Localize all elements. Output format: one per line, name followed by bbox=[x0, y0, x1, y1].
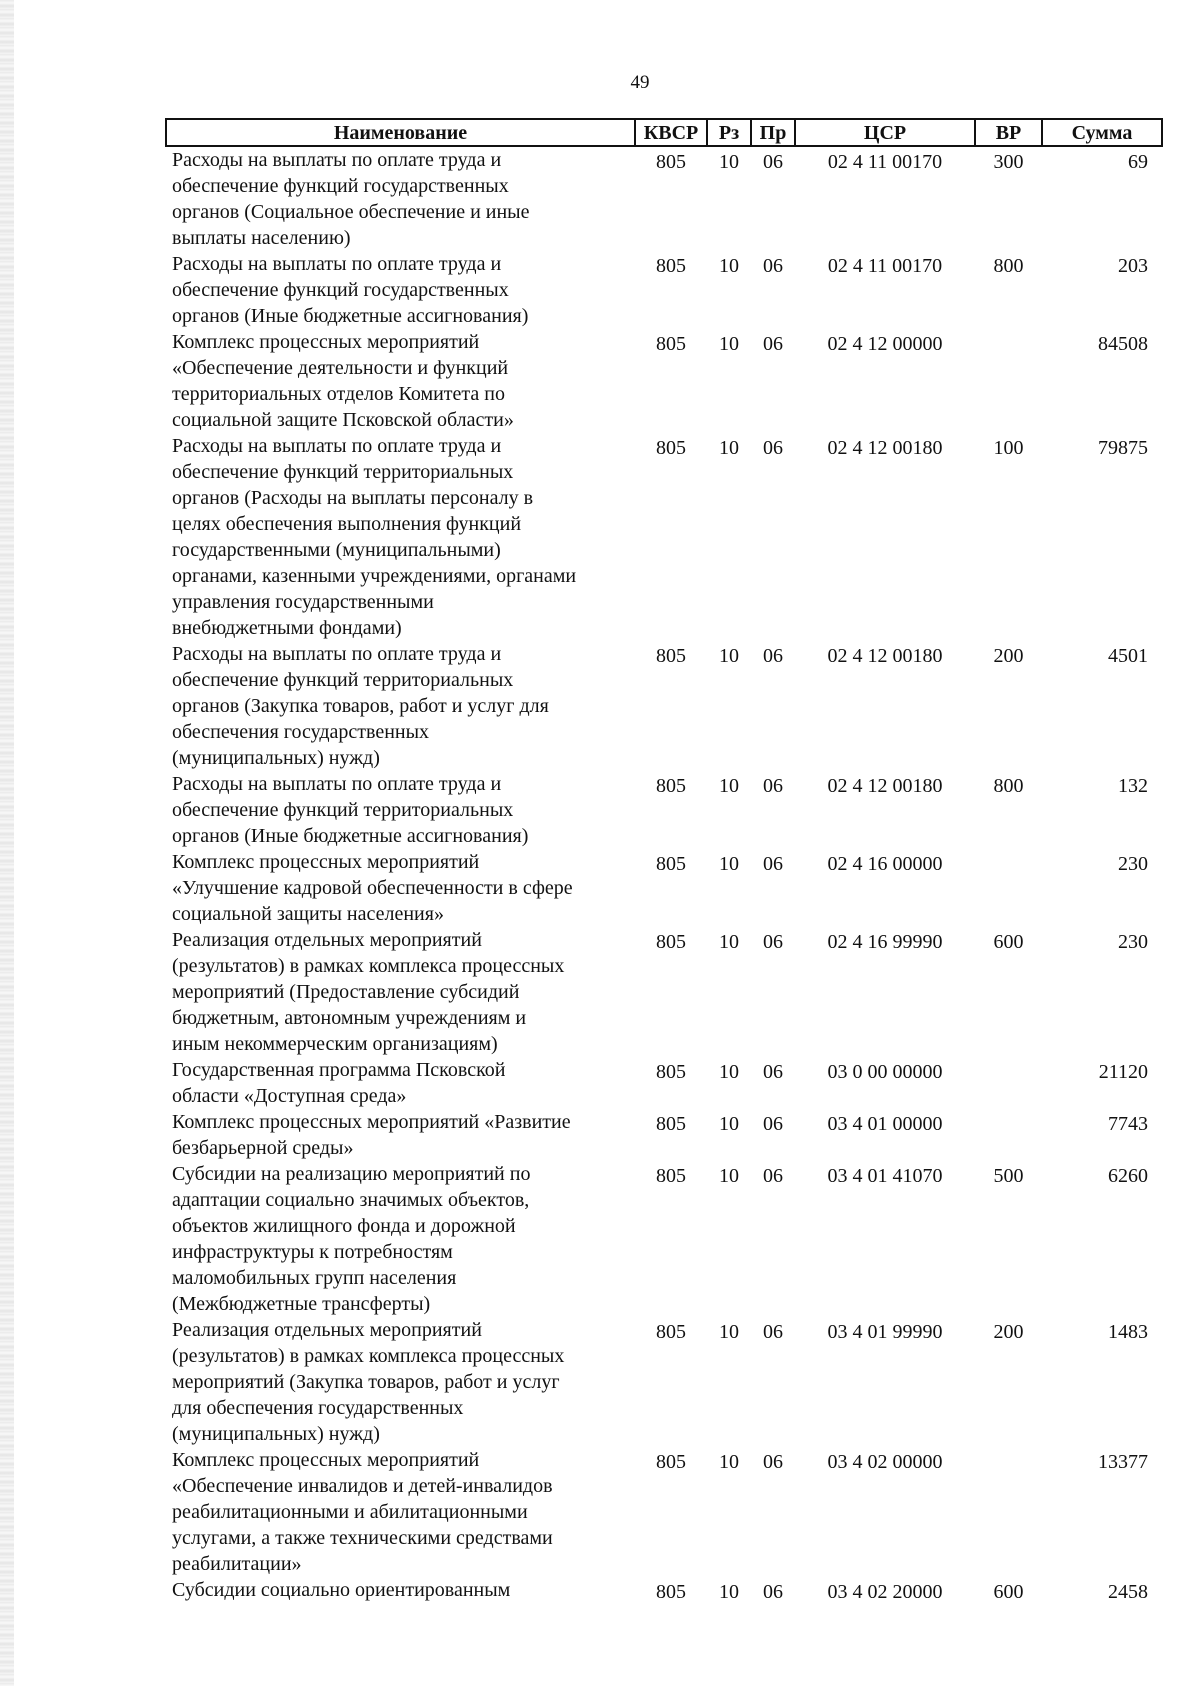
table-header bbox=[166, 119, 1162, 146]
row-name-cell bbox=[166, 1057, 635, 1109]
row-vr-cell: 600 bbox=[993, 931, 1024, 953]
row-sum-cell: 230 bbox=[1118, 853, 1148, 875]
header-name: Наименование bbox=[166, 119, 635, 146]
header-pr: Пр bbox=[751, 119, 795, 146]
row-name-cell bbox=[166, 927, 635, 1057]
table-row bbox=[166, 1161, 1162, 1317]
row-name-cell bbox=[166, 146, 635, 251]
row-name-cell bbox=[166, 1447, 635, 1577]
row-pr-cell: 06 bbox=[763, 333, 783, 355]
row-kvsr-cell: 805 bbox=[656, 255, 686, 277]
row-name-line: обеспечение функций территориальных bbox=[172, 461, 514, 483]
table-row bbox=[166, 927, 1162, 1057]
row-name-line: органов (Расходы на выплаты персоналу в bbox=[172, 487, 534, 509]
row-name-line: (результатов) в рамках комплекса процессных bbox=[172, 1345, 565, 1367]
row-name-cell bbox=[166, 433, 635, 641]
row-name-cell bbox=[166, 641, 635, 771]
header-vr: ВР bbox=[975, 119, 1042, 146]
row-sum-cell: 230 bbox=[1118, 931, 1148, 953]
row-csr-cell: 03 4 02 20000 bbox=[827, 1581, 943, 1603]
row-kvsr-cell: 805 bbox=[656, 1581, 686, 1603]
row-name-line: органов (Иные бюджетные ассигнования) bbox=[172, 825, 529, 847]
row-rz-cell: 10 bbox=[719, 437, 739, 459]
row-name-line: органами, казенными учреждениями, органами bbox=[172, 565, 577, 587]
row-kvsr-cell: 805 bbox=[656, 1321, 686, 1343]
row-name-cell bbox=[166, 1577, 635, 1605]
row-name-line: целях обеспечения выполнения функций bbox=[172, 513, 522, 535]
row-rz-cell: 10 bbox=[719, 1165, 739, 1187]
row-name-line: «Обеспечение деятельности и функций bbox=[172, 357, 509, 379]
row-name-cell bbox=[166, 849, 635, 927]
row-kvsr-cell: 805 bbox=[656, 1165, 686, 1187]
row-name-cell bbox=[166, 329, 635, 433]
row-name-line: органов (Иные бюджетные ассигнования) bbox=[172, 305, 529, 327]
row-kvsr-cell: 805 bbox=[656, 437, 686, 459]
row-sum-cell: 1483 bbox=[1108, 1321, 1148, 1343]
row-name-line: (муниципальных) нужд) bbox=[172, 747, 380, 769]
row-sum-cell: 84508 bbox=[1098, 333, 1148, 355]
row-rz-cell: 10 bbox=[719, 1321, 739, 1343]
page-number: 49 bbox=[630, 72, 650, 93]
row-kvsr-cell: 805 bbox=[656, 645, 686, 667]
row-vr-cell: 600 bbox=[993, 1581, 1024, 1603]
row-vr-cell bbox=[975, 1447, 1042, 1577]
row-name-line: Расходы на выплаты по оплате труда и bbox=[172, 643, 502, 665]
row-csr-cell: 02 4 11 00170 bbox=[827, 151, 943, 173]
row-name-line: для обеспечения государственных bbox=[172, 1397, 464, 1419]
table-row bbox=[166, 1577, 1162, 1605]
row-name-line: управления государственными bbox=[172, 591, 434, 613]
row-name-line: обеспечение функций территориальных bbox=[172, 669, 514, 691]
row-name-line: Расходы на выплаты по оплате труда и bbox=[172, 773, 502, 795]
row-name-line: Государственная программа Псковской bbox=[172, 1059, 506, 1081]
row-vr-cell: 500 bbox=[993, 1165, 1024, 1187]
row-csr-cell: 02 4 11 00170 bbox=[827, 255, 943, 277]
row-sum-cell: 6260 bbox=[1108, 1165, 1148, 1187]
row-name-line: области «Доступная среда» bbox=[172, 1085, 407, 1107]
row-name-line: территориальных отделов Комитета по bbox=[172, 383, 505, 405]
table-row bbox=[166, 1447, 1162, 1577]
row-kvsr-cell: 805 bbox=[656, 1451, 686, 1473]
row-csr-cell: 02 4 12 00180 bbox=[827, 437, 943, 459]
row-csr-cell: 03 4 01 00000 bbox=[827, 1113, 943, 1135]
row-vr-cell: 100 bbox=[993, 437, 1024, 459]
table-row bbox=[166, 329, 1162, 433]
row-name-line: Реализация отдельных мероприятий bbox=[172, 1319, 482, 1341]
row-name-line: мероприятий (Предоставление субсидий bbox=[172, 981, 520, 1003]
row-csr-cell: 03 4 01 41070 bbox=[827, 1165, 943, 1187]
row-name-line: обеспечение функций территориальных bbox=[172, 799, 514, 821]
row-vr-cell: 800 bbox=[993, 255, 1024, 277]
row-rz-cell: 10 bbox=[719, 255, 739, 277]
table-row bbox=[166, 433, 1162, 641]
row-kvsr-cell: 805 bbox=[656, 853, 686, 875]
row-name-line: бюджетным, автономным учреждениям и bbox=[172, 1007, 527, 1029]
row-sum-cell: 4501 bbox=[1108, 645, 1148, 667]
row-name-line: органов (Социальное обеспечение и иные bbox=[172, 201, 530, 223]
row-kvsr-cell: 805 bbox=[656, 151, 686, 173]
row-name-line: услугами, а также техническими средствами bbox=[172, 1527, 553, 1549]
row-pr-cell: 06 bbox=[763, 255, 783, 277]
row-pr-cell: 06 bbox=[763, 931, 783, 953]
row-csr-cell: 02 4 12 00180 bbox=[827, 645, 943, 667]
row-name-line: (муниципальных) нужд) bbox=[172, 1423, 380, 1445]
row-rz-cell: 10 bbox=[719, 1581, 739, 1603]
row-vr-cell: 800 bbox=[993, 775, 1024, 797]
row-name-cell bbox=[166, 1161, 635, 1317]
row-pr-cell: 06 bbox=[763, 1165, 783, 1187]
row-csr-cell: 02 4 16 99990 bbox=[827, 931, 943, 953]
row-sum-cell: 69 bbox=[1128, 151, 1148, 173]
row-csr-cell: 03 0 00 00000 bbox=[827, 1061, 943, 1083]
row-name-line: Комплекс процессных мероприятий bbox=[172, 851, 480, 873]
row-name-line: государственными (муниципальными) bbox=[172, 539, 501, 561]
row-name-line: Субсидии социально ориентированным bbox=[172, 1579, 511, 1601]
row-name-line: Субсидии на реализацию мероприятий по bbox=[172, 1163, 531, 1185]
row-kvsr-cell: 805 bbox=[656, 1061, 686, 1083]
row-pr-cell: 06 bbox=[763, 1451, 783, 1473]
row-name-cell bbox=[166, 771, 635, 849]
row-name-line: «Обеспечение инвалидов и детей-инвалидов bbox=[172, 1475, 553, 1497]
row-name-cell bbox=[166, 1109, 635, 1161]
row-name-line: реабилитационными и абилитационными bbox=[172, 1501, 528, 1523]
row-name-line: органов (Закупка товаров, работ и услуг для bbox=[172, 695, 549, 717]
row-vr-cell bbox=[975, 1109, 1042, 1161]
row-pr-cell: 06 bbox=[763, 1113, 783, 1135]
row-name-line: (Межбюджетные трансферты) bbox=[172, 1293, 431, 1315]
row-name-line: выплаты населению) bbox=[172, 227, 351, 249]
row-rz-cell: 10 bbox=[719, 775, 739, 797]
row-name-line: внебюджетными фондами) bbox=[172, 617, 402, 639]
row-name-line: Комплекс процессных мероприятий bbox=[172, 1449, 480, 1471]
row-name-line: социальной защите Псковской области» bbox=[172, 409, 514, 431]
row-name-line: инфраструктуры к потребностям bbox=[172, 1241, 453, 1263]
row-csr-cell: 03 4 01 99990 bbox=[827, 1321, 943, 1343]
table-row bbox=[166, 1057, 1162, 1109]
row-name-line: Расходы на выплаты по оплате труда и bbox=[172, 435, 502, 457]
row-sum-cell: 2458 bbox=[1108, 1581, 1148, 1603]
row-pr-cell: 06 bbox=[763, 437, 783, 459]
row-csr-cell: 03 4 02 00000 bbox=[827, 1451, 943, 1473]
row-name-line: реабилитации» bbox=[172, 1553, 302, 1575]
row-pr-cell: 06 bbox=[763, 151, 783, 173]
row-name-line: Комплекс процессных мероприятий «Развитие bbox=[172, 1111, 571, 1133]
table-row bbox=[166, 146, 1162, 251]
row-rz-cell: 10 bbox=[719, 853, 739, 875]
row-sum-cell: 7743 bbox=[1108, 1113, 1148, 1135]
row-name-line: маломобильных групп населения bbox=[172, 1267, 457, 1289]
row-kvsr-cell: 805 bbox=[656, 775, 686, 797]
table-row bbox=[166, 771, 1162, 849]
row-name-line: мероприятий (Закупка товаров, работ и услуг bbox=[172, 1371, 560, 1393]
table-row bbox=[166, 1317, 1162, 1447]
row-name-line: безбарьерной среды» bbox=[172, 1137, 354, 1159]
row-name-line: социальной защиты населения» bbox=[172, 903, 444, 925]
table-row bbox=[166, 849, 1162, 927]
row-vr-cell bbox=[975, 849, 1042, 927]
row-kvsr-cell: 805 bbox=[656, 333, 686, 355]
row-sum-cell: 21120 bbox=[1098, 1061, 1148, 1083]
row-name-cell bbox=[166, 251, 635, 329]
scan-edge-artifact bbox=[0, 0, 14, 1686]
row-rz-cell: 10 bbox=[719, 151, 739, 173]
row-rz-cell: 10 bbox=[719, 1113, 739, 1135]
row-rz-cell: 10 bbox=[719, 333, 739, 355]
row-csr-cell: 02 4 16 00000 bbox=[827, 853, 943, 875]
row-sum-cell: 203 bbox=[1118, 255, 1148, 277]
row-pr-cell: 06 bbox=[763, 775, 783, 797]
table-row bbox=[166, 641, 1162, 771]
row-name-line: иным некоммерческим организациям) bbox=[172, 1033, 498, 1055]
row-name-line: обеспечение функций государственных bbox=[172, 175, 509, 197]
row-name-line: обеспечения государственных bbox=[172, 721, 430, 743]
table-row bbox=[166, 251, 1162, 329]
row-name-line: Комплекс процессных мероприятий bbox=[172, 331, 480, 353]
row-name-line: Реализация отдельных мероприятий bbox=[172, 929, 482, 951]
row-pr-cell: 06 bbox=[763, 645, 783, 667]
row-vr-cell: 200 bbox=[993, 645, 1024, 667]
row-pr-cell: 06 bbox=[763, 853, 783, 875]
row-name-line: обеспечение функций государственных bbox=[172, 279, 509, 301]
row-sum-cell: 132 bbox=[1118, 775, 1148, 797]
budget-table bbox=[165, 118, 1163, 1605]
table-row bbox=[166, 1109, 1162, 1161]
row-csr-cell: 02 4 12 00180 bbox=[827, 775, 943, 797]
header-rz: Рз bbox=[707, 119, 751, 146]
row-rz-cell: 10 bbox=[719, 645, 739, 667]
row-name-line: (результатов) в рамках комплекса процессных bbox=[172, 955, 565, 977]
row-name-line: адаптации социально значимых объектов, bbox=[172, 1189, 530, 1211]
header-kvsr: КВСР bbox=[635, 119, 707, 146]
row-rz-cell: 10 bbox=[719, 931, 739, 953]
header-csr: ЦСР bbox=[795, 119, 975, 146]
header-row bbox=[166, 119, 1162, 146]
row-name-line: объектов жилищного фонда и дорожной bbox=[172, 1215, 516, 1237]
row-vr-cell: 300 bbox=[993, 151, 1024, 173]
table-body bbox=[166, 146, 1162, 1605]
row-kvsr-cell: 805 bbox=[656, 931, 686, 953]
row-pr-cell: 06 bbox=[763, 1581, 783, 1603]
row-pr-cell: 06 bbox=[763, 1321, 783, 1343]
row-pr-cell: 06 bbox=[763, 1061, 783, 1083]
row-sum-cell: 13377 bbox=[1098, 1451, 1148, 1473]
row-name-line: Расходы на выплаты по оплате труда и bbox=[172, 149, 502, 171]
row-rz-cell: 10 bbox=[719, 1451, 739, 1473]
row-csr-cell: 02 4 12 00000 bbox=[827, 333, 943, 355]
row-vr-cell: 200 bbox=[993, 1321, 1024, 1343]
row-name-line: Расходы на выплаты по оплате труда и bbox=[172, 253, 502, 275]
row-name-line: «Улучшение кадровой обеспеченности в сфере bbox=[172, 877, 573, 899]
header-sum: Сумма bbox=[1042, 119, 1162, 146]
row-rz-cell: 10 bbox=[719, 1061, 739, 1083]
row-sum-cell: 79875 bbox=[1098, 437, 1148, 459]
row-vr-cell bbox=[975, 1057, 1042, 1109]
row-kvsr-cell: 805 bbox=[656, 1113, 686, 1135]
row-vr-cell bbox=[975, 329, 1042, 433]
row-name-cell bbox=[166, 1317, 635, 1447]
